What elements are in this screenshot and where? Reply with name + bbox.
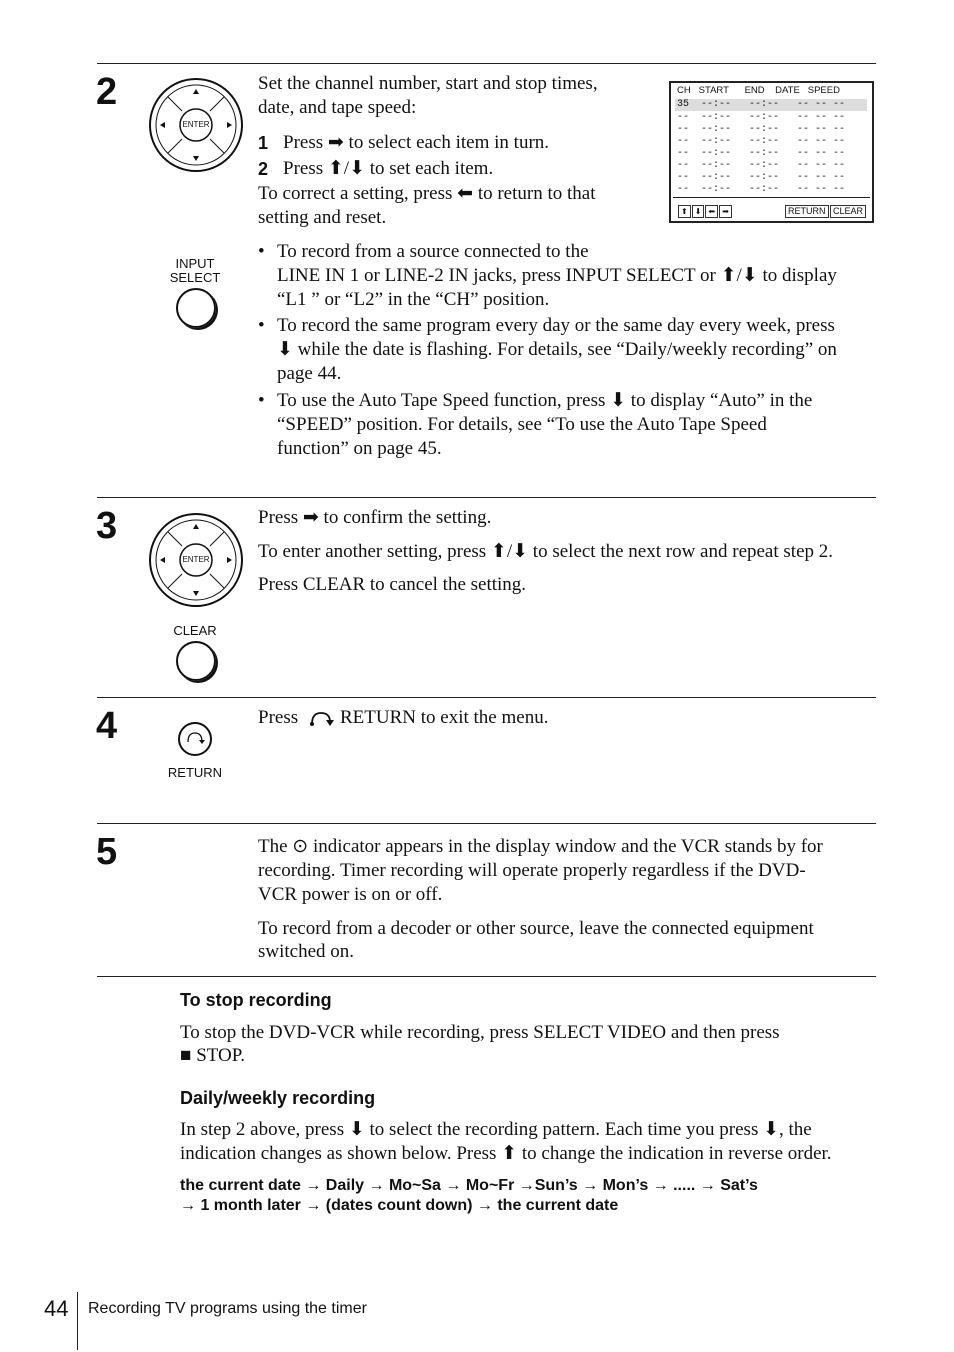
timer-row: -- --:-- --:-- -- -- -- [677,160,846,171]
stop-recording-heading: To stop recording [180,990,332,1010]
timer-menu-header: CH START END DATE SPEED [677,85,840,96]
return-button-icon [176,720,214,758]
daily-weekly-heading: Daily/weekly recording [180,1088,376,1108]
clear-label: CLEAR [173,623,217,638]
divider [673,197,870,198]
step5-p2-line1: To record from a decoder or other source, leave the connected equipment [258,918,814,939]
bullet-line: To use the Auto Tape Speed function, press ⬇ to display “Auto” in the [277,390,813,411]
divider [97,497,876,498]
left-arrow-icon: ⬅ [705,205,718,218]
bullet-1 [277,240,877,312]
divider [97,63,876,64]
step3-line3: Press CLEAR to cancel the setting. [258,574,527,595]
up-arrow-icon: ⬆ [678,205,691,218]
arrow-keys-icons [678,205,732,218]
bullet-line: function” on page 45. [277,438,442,459]
step2-intro-line1: Set the channel number, start and stop times, [258,73,598,94]
timer-row: -- --:-- --:-- -- -- -- [677,124,846,135]
bullet-line: ⬇ while the date is flashing. For details, see “Daily/weekly recording” on [277,339,837,360]
enter-label: ENTER [182,120,210,129]
bullet-3 [277,389,877,461]
step3-line2: To enter another setting, press ⬆/⬇ to select the next row and repeat step 2. [258,541,834,562]
bullet-line: LINE IN 1 or LINE-2 IN jacks, press INPUT SELECT or ⬆/⬇ to display [277,265,837,286]
bullet-line: “L1 ” or “L2” in the “CH” position. [277,289,550,310]
bullet-dot: • [258,241,265,262]
step-number-5: 5 [96,831,118,873]
timer-row: -- --:-- --:-- -- -- -- [677,172,846,183]
bullet-dot: • [258,390,265,411]
step4-text: RETURN to exit the menu. [340,707,549,728]
timer-row: 35 --:-- --:-- -- -- -- [677,99,846,110]
daily-line1: In step 2 above, press ⬇ to select the recording pattern. Each time you press ⬇, the [180,1119,812,1140]
correct-line1: To correct a setting, press ⬅ to return to that [258,183,596,204]
step2-intro-line2: date, and tape speed: [258,97,417,118]
bullet-line: To record the same program every day or the same day every week, press [277,315,835,336]
return-arrow-icon [308,708,336,728]
correct-line2: setting and reset. [258,207,387,228]
step-number-4: 4 [96,705,118,747]
timer-row: -- --:-- --:-- -- -- -- [677,184,846,195]
step5-p1-line1: The ⊙ indicator appears in the display window and the VCR stands by for [258,836,823,857]
step-number-3: 3 [96,505,118,547]
input-select-label-1: INPUT [175,256,215,271]
timer-menu-screen [669,81,874,223]
bullet-dot: • [258,315,265,336]
substep-text-2: Press ⬆/⬇ to set each item. [283,158,494,179]
substep-num-2: 2 [258,159,269,179]
divider [97,697,876,698]
divider [97,976,876,977]
stop-line2: ■ STOP. [180,1045,245,1066]
step4-prefix: Press [258,707,299,728]
step5-p1-line2: recording. Timer recording will operate properly regardless if the DVD- [258,860,806,881]
timer-row: -- --:-- --:-- -- -- -- [677,148,846,159]
footer-divider [77,1292,78,1350]
bullet-2 [277,314,877,386]
substep-text-1: Press ➡ to select each item in turn. [283,132,550,153]
osd-return-button: RETURN [785,205,829,218]
bullet-line: To record from a source connected to the [277,241,589,262]
page-number: 44 [44,1296,69,1321]
return-label: RETURN [167,765,223,780]
daily-line2: indication changes as shown below. Press ⬆ to change the indication in reverse order. [180,1143,832,1164]
clear-button-icon [176,641,216,681]
step5-p1-line3: VCR power is on or off. [258,884,443,905]
input-select-label-2: SELECT [169,270,221,285]
pattern-sequence-line2: → 1 month later → (dates count down) → the current date [180,1197,619,1214]
pattern-sequence-line1: the current date → Daily → Mo~Sa → Mo~Fr →Sun’s → Mon’s → ..... → Sat’s [180,1177,758,1194]
bullet-line: page 44. [277,363,342,384]
stop-line1: To stop the DVD-VCR while recording, press SELECT VIDEO and then press [180,1022,780,1043]
step3-line1: Press ➡ to confirm the setting. [258,507,492,528]
input-select-button-icon [176,288,216,328]
substep-num-1: 1 [258,133,269,153]
enter-label: ENTER [182,555,210,564]
down-arrow-icon: ⬇ [692,205,705,218]
bullet-line: “SPEED” position. For details, see “To use the Auto Tape Speed [277,414,767,435]
step-number-2: 2 [96,71,118,113]
osd-clear-button: CLEAR [830,205,866,218]
footer-section-title: Recording TV programs using the timer [88,1300,367,1317]
divider [97,823,876,824]
timer-row: -- --:-- --:-- -- -- -- [677,136,846,147]
timer-row: -- --:-- --:-- -- -- -- [677,112,846,123]
right-arrow-icon: ➡ [719,205,732,218]
step5-p2-line2: switched on. [258,941,355,962]
